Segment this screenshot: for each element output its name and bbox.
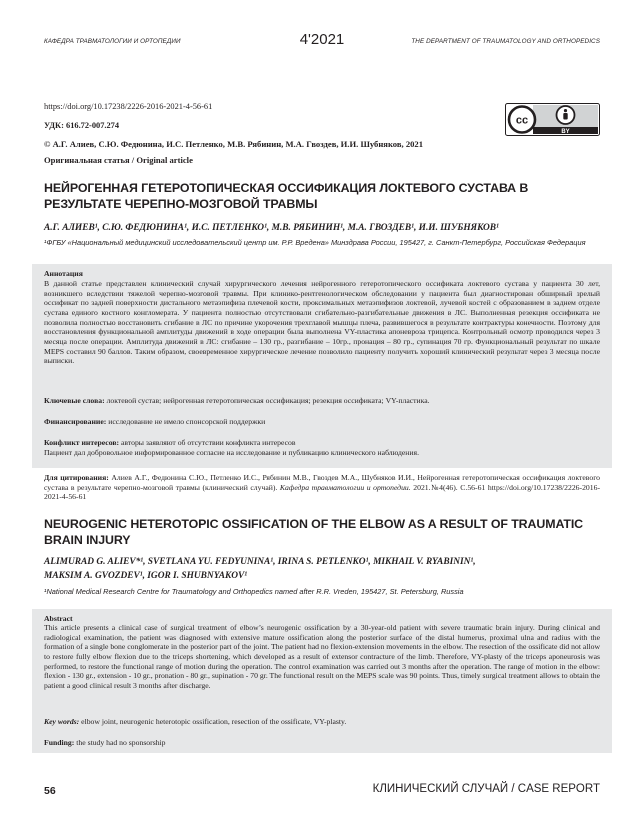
en-funding [44,738,600,748]
issue-number: 4'2021 [299,31,345,48]
en-abstract-box [32,609,612,753]
ru-title: НЕЙРОГЕННАЯ ГЕТЕРОТОПИЧЕСКАЯ ОССИФИКАЦИЯ ЛОКТЕВОГО СУСТАВА В РЕЗУЛЬТАТЕ ЧЕРЕПНО-МОЗГОВОЙ ТРАВМЫ [44,181,529,211]
ru-abstract-box [32,264,612,468]
en-keywords [44,717,600,727]
section-name: КЛИНИЧЕСКИЙ СЛУЧАЙ / CASE REPORT [372,783,600,795]
ru-consent: Пациент дал добровольное информированное согласие на исследование и публикацию клинического наблюдения. [44,448,419,457]
ru-keywords-text: локтевой сустав; нейрогенная гетеротопическая оссификация; резекция оссификата; VY-пластика. [106,396,430,405]
ru-funding-text: исследование не имело спонсорской поддержки [108,417,266,426]
page-number: 56 [44,785,56,797]
en-authors-line1: ALIMURAD G. ALIEV*¹, SVETLANA YU. FEDYUNINA¹, IRINA S. PETLENKO¹, MIKHAIL V. RYABININ¹, [44,557,476,567]
by-label: BY [561,129,570,135]
en-abstract-label: Abstract [44,614,73,623]
citation-journal: Кафедра травматологии и ортопедии. [279,482,411,492]
citation-details: 2021.№4(46). С.56-61 https://doi.org/10.17238/2226-2016-2021-4-56-61 [44,482,601,502]
ru-keywords [44,396,600,406]
en-title: NEUROGENIC HETEROTOPIC OSSIFICATION OF THE ELBOW AS A RESULT OF TRAUMATIC BRAIN INJURY [44,517,584,547]
ru-funding-label: Финансирование: [44,417,107,426]
ru-affiliation: ¹ФГБУ «Национальный медицинский исследовательский центр им. Р.Р. Вредена» Минздрава России, 195427, г. Санкт-Петербург, Российская Федерация [44,238,586,247]
ru-authors: А.Г. АЛИЕВ¹, С.Ю. ФЕДЮНИНА¹, И.С. ПЕТЛЕНКО¹, М.В. РЯБИНИН¹, М.А. ГВОЗДЕВ¹, И.И. ШУБНЯКОВ¹ [44,223,499,233]
ru-abstract-label: Аннотация [44,269,83,278]
citation-label: Для цитирования: [44,473,109,482]
ru-funding [44,417,600,427]
en-authors-line2: MAKSIM A. GVOZDEV¹, IGOR I. SHUBNYAKOV¹ [44,571,248,581]
en-affiliation: ¹National Medical Research Centre for Traumatology and Orthopedics named after R.R. Vreden, 195427, St. Petersburg, Russia [44,587,464,596]
doi-link[interactable]: https://doi.org/10.17238/2226-2016-2021-4-56-61 [44,102,213,111]
en-funding-label: Funding: [44,738,75,747]
article-type: Оригинальная статья / Original article [44,155,193,165]
running-header-right: THE DEPARTMENT OF TRAUMATOLOGY AND ORTHOPEDICS [411,38,600,45]
en-abstract-text: This article presents a clinical case of surgical treatment of elbow’s neurogenic ossification by a 30-year-old patient with severe traumatic brain injury. During clinical and radiological examination, the patient was diagnosed with extensive mature ossification along the posterior surface of the distal humerus, proximal ulna and radius with the formation of a single bone conglomerate in the posterior part of the joint. The patient had no flexion-extension movements in the elbow. The resection of the ossificate did not allow to restore fully elbow flexion due to the triceps shortening, which developed as a result of extensor contracture of the limb. Therefore, VY-plasty of the triceps aponeurosis was performed, to restore the functional range of motion during the operation. The control examination was carried out 3 months after the operation. The range of motion in the elbow: flexion - 130 gr., extension - 10 gr., pronation - 80 gr., supination - 70 gr. The functional result on the MEPS scale was 90 points. Thus, timely surgical treatment allows to obtain the patient a good clinical result 3 months after discharge. [44,623,600,690]
copyright-text: © А.Г. Алиев, С.Ю. Федюнина, И.С. Петленко, М.В. Рябинин, М.А. Гвоздев, И.И. Шубняков, 2021 [44,139,424,149]
en-keywords-text: elbow joint, neurogenic heterotopic ossification, resection of the ossificate, VY-plasty. [81,717,347,726]
cc-icon: cc [515,114,529,127]
citation-authors: Алиев А.Г., Федюнина С.Ю., Петленко И.С., Рябинин М.В., Гвоздев М.А., Шубняков И.И., Нейрогенная гетеротопическая оссификация локтевого сустава в результате черепно-мозговой травмы (клинический случай). [44,473,601,492]
person-icon [564,109,567,112]
ru-conflict-text: авторы заявляют об отсутствии конфликта интересов [121,438,296,447]
ru-abstract-text: В данной статье представлен клинический случай хирургического лечения нейрогенного гетеротопического оссификата локтевого сустава у пациента 30 лет, возникшего вследствии тяжелой черепно-мозговой травмы. При клинико-рентгенологическом обследовании у пациента был диагностирован обширный зрелый оссификат по задней поверхности дистального метаэпифиза плечевой кости, проксимальных метаэпифизов локтевой, лучевой костей с образованием в заднем отделе сустава единого костного конгломерата. У пациента полностью отсутствовали сгибательно-разгибательные движения в ЛС. Выполненная резекция оссификата не позволила полностью восстановить сгибание в ЛС по причине укорочения трехглавой мышцы плеча, развившегося в результате контрактуры конечности. Поэтому для восстановления функциональной амплитуды движений в ходе операции была выполнена VY-пластика апоневроза трицепса. Контрольный осмотр проводился через 3 месяца после операции. Амплитуда движений в ЛС: сгибание – 130 гр., разгибание – 10гр., пронация – 80 гр., супинация 70 гр. Функциональный результат по шкале MEPS составил 90 баллов. Таким образом, своевременное хирургическое лечение позволило пациенту получить хороший клинический результат через 3 месяца после выписки. [44,279,600,366]
cc-by-license-badge[interactable] [505,103,600,136]
ru-keywords-label: Ключевые слова: [44,396,105,405]
citation [44,473,600,502]
en-funding-text: the study had no sponsorship [76,738,166,747]
running-header-left: КАФЕДРА ТРАВМАТОЛОГИИ И ОРТОПЕДИИ [44,38,181,45]
ru-conflict [44,438,600,448]
copyright-line [44,139,423,150]
en-keywords-label: Key words: [44,717,80,726]
udk-code: УДК: 616.72-007.274 [44,121,120,130]
ru-conflict-label: Конфликт интересов: [44,438,120,447]
